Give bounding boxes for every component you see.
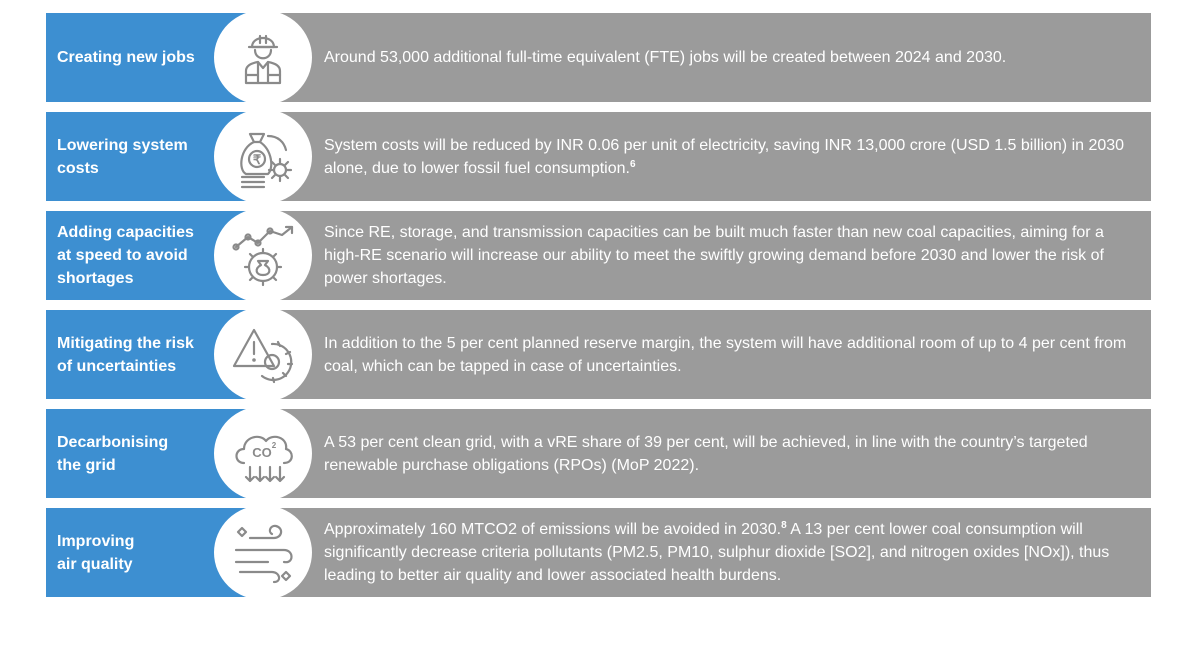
icon-badge <box>214 406 312 501</box>
icon-badge <box>214 307 312 402</box>
wind-icon <box>228 518 298 588</box>
icon-badge <box>214 208 312 303</box>
benefit-description-text: Since RE, storage, and transmission capacities can be built much faster than new coal capacities, aiming for a high-RE scenario will increase our ability to meet the swiftly growing demand before 2030 and lower the risk of power shortages. <box>324 224 1104 287</box>
benefit-description-text: In addition to the 5 per cent planned reserve margin, the system will have additional room of up to 4 per cent from coal, which can be tapped in case of uncertainties. <box>324 334 1127 375</box>
benefits-table <box>46 13 1151 607</box>
gear-growth-icon <box>228 221 298 291</box>
icon-badge <box>214 109 312 204</box>
benefit-row-uncertainties <box>46 310 1151 399</box>
icon-badge <box>214 505 312 600</box>
benefit-row-air-quality <box>46 508 1151 597</box>
benefit-description-text: Around 53,000 additional full-time equivalent (FTE) jobs will be created between 2024 and 2030. <box>324 49 1007 66</box>
benefit-description-text: A 53 per cent clean grid, with a vRE share of 39 per cent, will be achieved, in line with the country’s targeted renewable purchase obligations (RPOs) (MoP 2022). <box>324 433 1088 474</box>
benefit-label-text: Creating new jobs <box>57 49 195 66</box>
benefit-label-text: Improving air quality <box>57 532 135 573</box>
rupee-symbol: ₹ <box>252 151 262 167</box>
warning-gear-icon <box>228 320 298 390</box>
co2-cloud-icon <box>228 419 298 489</box>
co2-text: CO <box>252 444 272 460</box>
benefit-label-text: Mitigating the risk of uncertainties <box>57 334 194 375</box>
benefit-label-text: Lowering system costs <box>57 136 188 177</box>
benefit-description-text: System costs will be reduced by INR 0.06 per unit of electricity, saving INR 13,000 crore (USD 1.5 billion) in 2030 alone, due to lower fossil fuel consumption. <box>324 136 1125 177</box>
benefit-description <box>324 112 1133 201</box>
footnote-marker: 8 <box>781 520 787 531</box>
footnote-marker: 6 <box>629 158 636 170</box>
money-bag-gear-icon <box>228 122 298 192</box>
benefit-description <box>324 508 1133 597</box>
benefit-label-text: Decarbonising the grid <box>57 433 169 474</box>
benefit-row-jobs <box>46 13 1151 102</box>
benefit-description-text-wrap: Approximately 160 MTCO2 of emissions will be avoided in 2030.$^8$ A 13 per cent lower coal consumption will significantly decrease criteria pollutants (PM2.5, PM10, sulphur dioxide [SO2], and nitrogen oxides [NOx]), thus leading to better air quality and lower associated health burdens. <box>324 520 1110 584</box>
benefit-description <box>324 310 1133 399</box>
benefit-description <box>324 409 1133 498</box>
worker-icon <box>228 23 298 93</box>
benefit-row-costs <box>46 112 1151 201</box>
benefit-description <box>324 211 1133 300</box>
benefit-row-decarbonising <box>46 409 1151 498</box>
benefit-row-capacities <box>46 211 1151 300</box>
co2-subscript: 2 <box>271 440 277 450</box>
benefit-description <box>324 13 1133 102</box>
benefit-label-text: Adding capacities at speed to avoid shortages <box>57 224 194 287</box>
icon-badge <box>214 10 312 105</box>
